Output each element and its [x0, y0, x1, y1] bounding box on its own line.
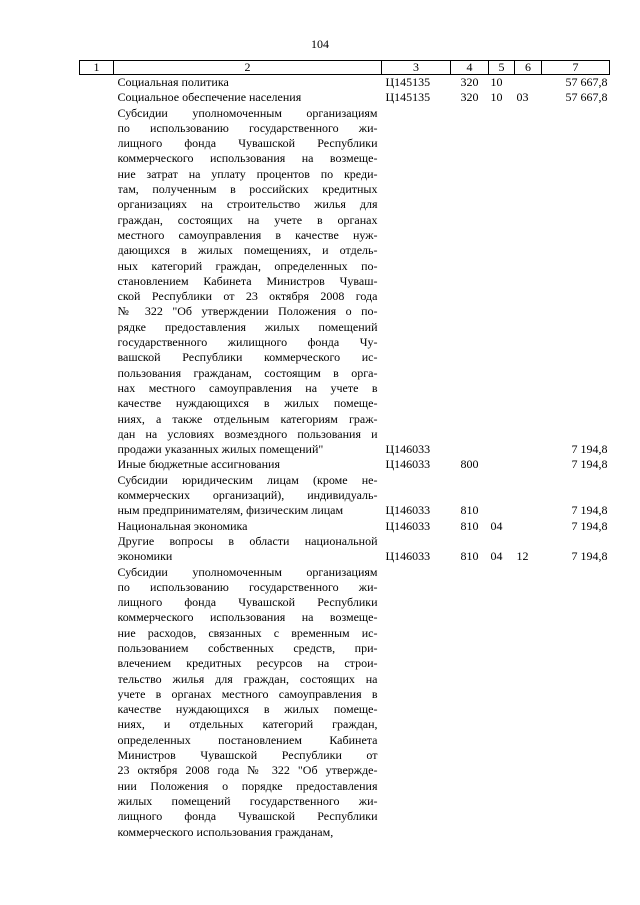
table-body — [80, 75, 610, 840]
row-name-line: вашской Республики коммерческого ис- — [117, 350, 378, 365]
row-amount: 7 194,8 — [571, 518, 608, 533]
row-name-line: пользования гражданам, состоящим в орга- — [117, 365, 378, 380]
row-amount: 7 194,8 — [571, 457, 608, 472]
row-name-line: Социальная политика — [117, 75, 229, 89]
header-col-5: 5 — [489, 61, 515, 75]
row-col-4 — [451, 565, 489, 840]
row-col-6 — [515, 457, 542, 472]
header-col-3: 3 — [382, 61, 451, 75]
row-name-line: коммерческого использования на возмеще- — [117, 151, 378, 166]
row-name-line: Другие вопросы в области национальной — [117, 533, 378, 548]
row-col-5 — [489, 473, 515, 519]
row-number-cell — [80, 473, 114, 519]
table-header — [80, 61, 610, 75]
row-number-cell — [80, 565, 114, 840]
row-name-line: определенных постановлением Кабинета — [117, 732, 378, 747]
row-name-line: Министров Чувашской Республики от — [117, 748, 378, 763]
row-name-line: Субсидии юридическим лицам (кроме не- — [117, 472, 378, 487]
table-row — [80, 519, 610, 534]
row-amount — [542, 565, 610, 840]
row-code: Ц145135 — [385, 90, 431, 105]
row-name-line: учете в органах местного самоуправления в — [117, 686, 378, 701]
row-name-line: лищного фонда Чувашской Республики — [117, 809, 378, 824]
row-name — [114, 106, 382, 458]
row-name-line: коммерческого использования на возмеще- — [117, 610, 378, 625]
row-name-line: дан на условиях возмездного пользования и — [117, 426, 378, 441]
row-name-line: государственного жилищного фонда Чу- — [117, 335, 378, 350]
row-name-line: № 322 "Об утверждении Положения о по- — [117, 304, 378, 319]
row-name-line: организациях на строительство жилья для — [117, 197, 378, 212]
row-name-line: ниях, и отдельных категорий граждан, — [117, 717, 378, 732]
table-row — [80, 75, 610, 91]
row-code: Ц146033 — [385, 457, 431, 472]
row-col-4: 800 — [460, 457, 479, 472]
row-number-cell — [80, 534, 114, 565]
row-name-line: влечением кредитных ресурсов на строи- — [117, 656, 378, 671]
row-name-line: 23 октября 2008 года № 322 "Об утвержде- — [117, 763, 378, 778]
row-amount: 57 667,8 — [565, 75, 608, 89]
row-code — [382, 565, 451, 840]
row-name-line: Национальная экономика — [117, 518, 248, 533]
row-name-line: по использованию государственного жи- — [117, 579, 378, 594]
row-name — [114, 534, 382, 565]
table-row — [80, 90, 610, 105]
row-name-line: Субсидии уполномоченным организациям — [117, 564, 378, 579]
row-name-line: ской Республики от 23 октября 2008 года — [117, 289, 378, 304]
row-name-line: экономики — [117, 549, 173, 564]
row-col-6 — [515, 106, 542, 458]
row-name-line: нии Положения о порядке предоставления — [117, 778, 378, 793]
row-code: Ц146033 — [385, 503, 431, 518]
table-row — [80, 534, 610, 565]
header-col-6: 6 — [515, 61, 542, 75]
row-number-cell — [80, 75, 114, 91]
row-col-6: 12 — [516, 549, 529, 564]
row-name-line: Иные бюджетные ассигнования — [117, 457, 280, 472]
row-number-cell — [80, 106, 114, 458]
row-name-line: коммерческих организаций), индивидуаль- — [117, 488, 378, 503]
table-row — [80, 106, 610, 458]
header-col-2: 2 — [114, 61, 382, 75]
row-name — [114, 565, 382, 840]
row-amount: 7 194,8 — [571, 503, 608, 518]
row-col-4: 810 — [460, 518, 479, 533]
header-col-1: 1 — [80, 61, 114, 75]
row-name-line: там, полученным в российских кредитных — [117, 182, 378, 197]
row-code: Ц146033 — [385, 518, 431, 533]
row-name-line: Социальное обеспечение населения — [117, 90, 302, 105]
budget-table — [79, 60, 610, 840]
row-name-line: коммерческого использования гражданам, — [117, 824, 334, 839]
row-col-6: 03 — [516, 90, 529, 105]
row-name — [114, 519, 382, 534]
table-row — [80, 457, 610, 472]
row-col-6 — [515, 519, 542, 534]
row-amount: 57 667,8 — [565, 90, 608, 105]
row-name-line: ниях, а также отдельным категориям граж- — [117, 411, 378, 426]
row-col-4: 320 — [460, 75, 479, 89]
row-name — [114, 90, 382, 105]
row-col-5 — [489, 457, 515, 472]
row-col-6 — [515, 473, 542, 519]
row-name-line: пользованием собственных средств, при- — [117, 640, 378, 655]
row-number-cell — [80, 519, 114, 534]
page-number: 104 — [311, 37, 329, 51]
row-name-line: Субсидии уполномоченным организациям — [117, 105, 378, 120]
row-col-4: 810 — [460, 549, 479, 564]
row-name — [114, 457, 382, 472]
row-name-line: качестве нуждающихся в жилых помеще- — [117, 702, 378, 717]
row-col-6 — [515, 75, 542, 91]
row-name-line: лищного фонда Чувашской Республики — [117, 595, 378, 610]
row-col-5: 10 — [490, 90, 503, 105]
row-name-line: по использованию государственного жи- — [117, 120, 378, 135]
row-name-line: жилых помещений государственного жи- — [117, 793, 378, 808]
table-row — [80, 565, 610, 840]
row-code: Ц145135 — [385, 75, 431, 89]
row-name-line: качестве нуждающихся в жилых помеще- — [117, 396, 378, 411]
table-row — [80, 473, 610, 519]
row-name-line: становлением Кабинета Министров Чуваш- — [117, 273, 378, 288]
row-col-4 — [451, 106, 489, 458]
row-col-4: 320 — [460, 90, 479, 105]
row-col-5: 04 — [490, 549, 503, 564]
row-code: Ц146033 — [385, 442, 431, 457]
header-col-7: 7 — [542, 61, 610, 75]
row-name-line: местного самоуправления в качестве нуж- — [117, 227, 378, 242]
row-name-line: рядке предоставления жилых помещений — [117, 319, 378, 334]
row-name-line: тельство жилья для граждан, состоящих на — [117, 671, 378, 686]
row-amount: 7 194,8 — [571, 549, 608, 564]
row-col-4: 810 — [460, 503, 479, 518]
row-name-line: ных категорий граждан, определенных по- — [117, 258, 378, 273]
row-code: Ц146033 — [385, 549, 431, 564]
row-amount: 7 194,8 — [571, 442, 608, 457]
row-col-6 — [515, 565, 542, 840]
row-col-5: 04 — [490, 518, 503, 533]
row-number-cell — [80, 457, 114, 472]
row-name-line: ние затрат на уплату процентов по креди- — [117, 166, 378, 181]
row-col-5: 10 — [490, 75, 503, 89]
row-number-cell — [80, 90, 114, 105]
row-name-line: граждан, состоящих на учете в органах — [117, 212, 378, 227]
row-name-line: ние расходов, связанных с временным ис- — [117, 625, 378, 640]
row-name-line: нах местного самоуправления на учете в — [117, 380, 378, 395]
row-col-5 — [489, 565, 515, 840]
row-name-line: лищного фонда Чувашской Республики — [117, 136, 378, 151]
row-name-line: дающихся в жилых помещениях, и отдель- — [117, 243, 378, 258]
row-name — [114, 75, 382, 91]
row-name — [114, 473, 382, 519]
row-name-line: продажи указанных жилых помещений" — [117, 442, 324, 457]
header-col-4: 4 — [451, 61, 489, 75]
row-name-line: ным предпринимателям, физическим лицам — [117, 503, 344, 518]
row-col-5 — [489, 106, 515, 458]
